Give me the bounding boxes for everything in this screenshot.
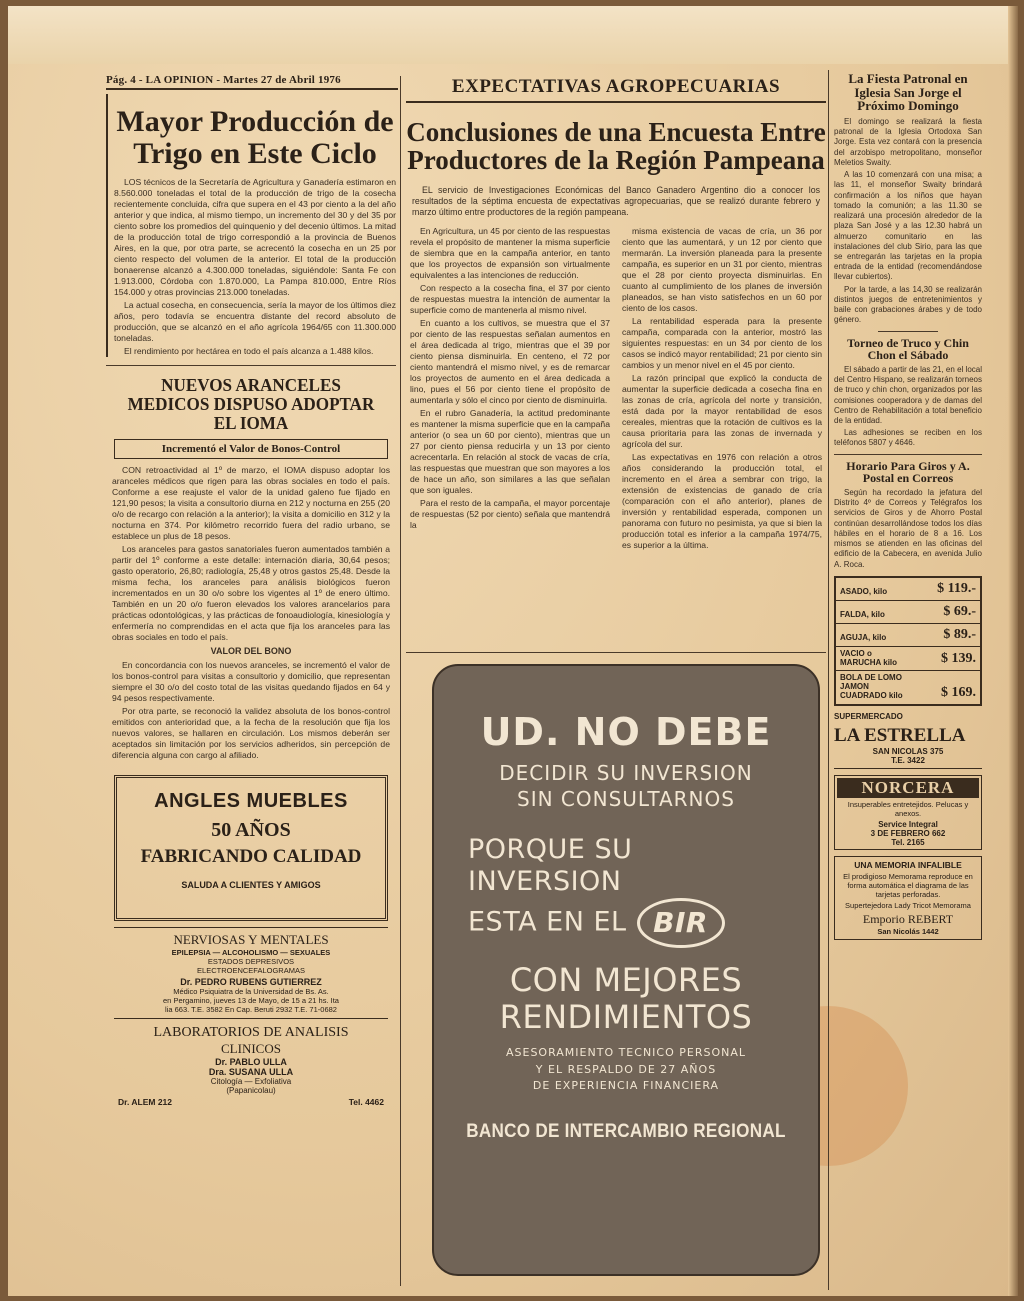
paragraph: La razón principal que explicó la conducta de aumentar la superficie dedicada a cosecha fina en las zonas de cría, agrícola del norte y transición, está dada por la mayor rentabilidad de esos cereales, mientras que la rotación de cultivos es la causa prioritaria para las zonas de invernada y agrícola del sur.	[622, 373, 822, 450]
paragraph: La actual cosecha, en consecuencia, sería la mayor de los últimos diez años, pero todavía se encuentra distante del record absoluto de producción, que se alcanzó en el año agrícola 1964/65 con 11.300.000 toneladas.	[114, 300, 396, 343]
ad-line: lia 663. T.E. 3582 En Cap. Beruti 2932 T.E. 71-0682	[165, 1005, 337, 1015]
paragraph: En Agricultura, un 45 por ciento de las respuestas revela el propósito de mantener la misma superficie de siembra que en la campaña anterior, en tanto que los proyectos de expansión son virtualmente equivalentes a las intenciones de reducción.	[410, 226, 610, 281]
paragraph: Las adhesiones se reciben en los teléfonos 5807 y 4646.	[834, 428, 982, 448]
page-folio: Pág. 4 - LA OPINION - Martes 27 de Abril 1976	[106, 74, 398, 90]
article-body	[106, 465, 396, 762]
ad-la-estrella	[834, 712, 982, 769]
price-list	[834, 576, 982, 706]
ad-line: Médico Psiquiatra de la Universidad de Bs. As.	[173, 987, 329, 997]
bir-logo: BIR	[637, 898, 725, 948]
ad-line: 50 AÑOS	[211, 819, 291, 842]
ad-banco-intercambio-regional	[432, 664, 820, 1276]
ad-address: San Nicolás 1442	[877, 926, 939, 936]
price-label: FALDA, kilo	[840, 609, 885, 619]
ad-title: CLINICOS	[221, 1041, 281, 1057]
paragraph: Para el resto de la campaña, el mayor porcentaje de respuestas (52 por ciento) señala que mantendrá la	[410, 498, 610, 531]
ad-line: ESTADOS DEPRESIVOS	[207, 957, 295, 967]
ad-line: Insuperables entretejidos. Pelucas y anexos.	[847, 799, 969, 818]
ad-phone: T.E. 3422	[891, 755, 925, 765]
divider	[406, 652, 826, 653]
article-truco	[834, 337, 982, 449]
price-value: $ 89.-	[943, 626, 976, 642]
paragraph: Por otra parte, se reconoció la validez absoluta de los bonos-control emitidos con anterioridad que, a la fecha de la resolución que fija los nuevos valores, se hallaren en circulación. Los mismos deberán ser aceptados sin limitación por los servicios adheridos, sin percepción de diferencia alguna con cargo al afiliado.	[112, 706, 390, 761]
ad-line: Y EL RESPALDO DE 27 AÑOS	[535, 1062, 717, 1076]
center-column	[406, 106, 826, 646]
page-top-margin	[8, 6, 1018, 64]
price-value: $ 119.-	[937, 580, 976, 596]
paragraph: EL servicio de Investigaciones Económicas del Banco Ganadero Argentino dio a conocer los resultados de la séptima encuesta de expectativas agropecuarias, que se realizó durante febrero y marzo último entre productores de la región pampeana.	[412, 184, 820, 218]
ad-laboratorios	[114, 1023, 388, 1109]
ad-address: SAN NICOLAS 375	[872, 746, 944, 756]
ad-phone: Tel. 4462	[348, 1097, 384, 1108]
article-body	[834, 488, 982, 570]
ad-angles-muebles	[114, 775, 388, 921]
paragraph: El sábado a partir de las 21, en el local del Centro Hispano, se realizarán torneos de truco y chin chon, organizados por las comisiones cooperadora y de damas del Centro de Rehabilitación a total beneficio de la entidad.	[834, 364, 982, 425]
ad-brand: NORCERA	[837, 778, 979, 798]
article-correos	[834, 460, 982, 570]
ad-norcera	[834, 775, 982, 850]
article-title: Mayor Producción de Trigo en Este Ciclo	[116, 105, 394, 170]
article-title: La Fiesta Patronal en Iglesia San Jorge el Próximo Domingo	[848, 71, 968, 114]
paragraph: CON retroactividad al 1º de marzo, el IOMA dispuso adoptar los aranceles médicos que rigen para las obras sociales en todo el país. Conforme a ese reajuste el valor de la unidad galeno fue fijado en 121,90 pesos; la visita a consultorio diurna en 212 y nocturna en 255 (20 o/o de recargo con relación a la anterior); la visita a domicilio en 312 y la nocturna en 374. Por kilómetro recorrido fuera del radio urbano, se establece un plus de 18 pesos.	[112, 464, 390, 541]
column-rule	[400, 76, 401, 1286]
article-title: NUEVOS ARANCELES MEDICOS DISPUSO ADOPTAR EL IOMA	[127, 375, 375, 433]
ad-line	[468, 898, 818, 948]
ad-line: (Papanicolau)	[226, 1086, 276, 1096]
price-value: $ 69.-	[943, 603, 976, 619]
price-label: BOLA DE LOMO JAMON CUADRADO kilo	[840, 673, 903, 700]
ad-line-group	[434, 834, 818, 948]
paragraph: Con respecto a la cosecha fina, el 37 por ciento de respuestas muestra la intención de aumentar la superficie como de mantenerla al mismo nivel.	[410, 283, 610, 316]
paragraph: En cuanto a los cultivos, se muestra que el 37 por ciento de las respuestas señalan aumentos en el área dedicada al trigo, mientras que el 39 por ciento piensa disminuirla. En centeno, el 72 por ciento mantendrá el mismo nivel, y es de remarcar los proyectos de aumento en el área dedicada a lino, pues el 56 por ciento tiene el propósito de aumentarla y sólo el cinco por ciento de disminuirla.	[410, 318, 610, 406]
divider	[106, 365, 396, 366]
ad-line: ELECTROENCEFALOGRAMAS	[197, 966, 305, 976]
divider	[878, 331, 938, 332]
article-columns	[406, 226, 826, 553]
ad-line: PORQUE SU	[468, 834, 633, 865]
ad-bank-name: BANCO DE INTERCAMBIO REGIONAL	[466, 1120, 786, 1142]
ad-contact-row	[116, 1097, 386, 1107]
right-column	[834, 70, 982, 1290]
price-label: AGUJA, kilo	[840, 632, 887, 642]
paragraph: Las expectativas en 1976 con relación a otros años considerando la producción total, el incremento en el área a sembrar con trigo, la extensión de existencias de ganado de cría (comparación con el año anterior), planes de inversión y rentabilidad esperada, componen un panorama con futuro no pesimista, ya que si bien la producción total es inferior a la campaña 1974/75, es superior a la última.	[622, 452, 822, 551]
ad-brand: Emporio REBERT	[862, 911, 954, 926]
article-body	[834, 117, 982, 326]
price-value: $ 169.	[941, 684, 976, 700]
paragraph: La rentabilidad esperada para la presente campaña, comparada con la anterior, mostró las siguientes respuestas: en un 34 por ciento de los casos se indicó mayor rentabilidad; 21 por ciento sin cambios y un menor nivel en el 45 por ciento.	[622, 316, 822, 371]
divider	[834, 454, 982, 455]
ad-title: LABORATORIOS DE ANALISIS	[153, 1025, 349, 1041]
ad-brand: LA ESTRELLA	[834, 724, 966, 746]
price-value: $ 139.	[941, 651, 976, 667]
ad-line: ASESORAMIENTO TECNICO PERSONAL	[505, 1046, 746, 1060]
page-edge	[1008, 6, 1018, 1296]
ad-line-group	[434, 1045, 818, 1095]
price-row	[836, 601, 980, 624]
article-ioma	[106, 374, 396, 761]
ad-line-group	[434, 962, 818, 1036]
ad-doctor: Dr. PABLO ULLA	[215, 1057, 287, 1068]
paragraph: LOS técnicos de la Secretaría de Agricultura y Ganadería estimaron en 8.560.000 toneladas el total de la producción de trigo de la cosecha recientemente concluida, cifra que supera en el 43 por ciento a la del año anterior y que indica, al mismo tiempo, un incremento del 30 y del 35 por ciento sobre los promedios del quinquenio y del decenio últimos. La mitad de la producción total de trigo correspondió a la provincia de Buenos Aires, en la que, por otra parte, se acrecentó la cosecha en un 25 por ciento respecto del volumen de la anterior. El total de la producción bonaerense alcanzó a 4.300.000 toneladas, siguiéndole: Santa Fe con 1.913.000, Córdoba con 1.870.000, La Pampa 810.000, Entre Ríos 154.000 y otras provincias 213.000 toneladas.	[114, 177, 396, 297]
section-header: EXPECTATIVAS AGROPECUARIAS	[406, 76, 826, 103]
ad-line: Citología — Exfoliativa	[210, 1077, 292, 1087]
ad-title: UNA MEMORIA INFALIBLE	[854, 859, 962, 870]
article-kicker: Incrementó el Valor de Bonos-Control	[114, 439, 388, 459]
ad-doctor: Dr. PEDRO RUBENS GUTIERREZ	[180, 977, 322, 988]
newspaper-page	[8, 6, 1018, 1296]
ad-line: DECIDIR SU INVERSION	[499, 761, 753, 785]
ad-line: SIN CONSULTARNOS	[517, 787, 735, 811]
article-title: Torneo de Truco y Chin Chon el Sábado	[847, 335, 969, 363]
ad-line: Supertejedora Lady Tricot Memorama	[845, 900, 971, 910]
ad-line: RENDIMIENTOS	[499, 997, 753, 1036]
ad-line: EPILEPSIA — ALCOHOLISMO — SEXUALES	[171, 948, 331, 958]
price-row	[836, 578, 980, 601]
article-title: Conclusiones de una Encuesta Entre Productores de la Región Pampeana	[406, 117, 826, 176]
paragraph: misma existencia de vacas de cría, un 36 por ciento que las aumentará, y un 12 por ciento que mermarán. La inversión planeada para la presente campaña, es superior en un 31 por ciento, mientras que el 28 por ciento proyecta disminuirlas. En cuanto al cumplimiento de los planes de inversión planeados, se han visto satisfechos en un 60 por ciento de los casos.	[622, 226, 822, 314]
ad-line: Service Integral	[878, 819, 938, 829]
paragraph: En el rubro Ganadería, la actitud predominante es mantener la misma superficie que en la campaña anterior (o sea un 60 por ciento), mientras que un 27 por ciento piensa reducirla y un 13 por ciento acrecentarla. En relación al stock de vacas de cría, las respuestas que muestran que son mayores a los de hace un año, son similares a las que señalan que son iguales.	[410, 408, 610, 496]
article-title: Horario Para Giros y A. Postal en Correos	[846, 458, 970, 486]
price-label: VACIO o MARUCHA kilo	[840, 648, 898, 667]
ad-line: FABRICANDO CALIDAD	[140, 846, 362, 868]
column-rule	[828, 70, 829, 1290]
price-label: ASADO, kilo	[840, 586, 888, 596]
price-row	[836, 624, 980, 647]
price-row	[836, 671, 980, 703]
paragraph: El rendimiento por hectárea en todo el país alcanza a 1.488 kilos.	[124, 346, 374, 356]
ad-line: CON MEJORES	[509, 960, 743, 999]
ad-title: NERVIOSAS Y MENTALES	[173, 932, 329, 948]
article-fiesta	[834, 70, 982, 326]
paragraph: Por la tarde, a las 14,30 se realizarán distintos juegos de entretenimientos y baile con grabaciones árabes y de todo género.	[834, 284, 982, 325]
article-subhead: VALOR DEL BONO	[210, 645, 292, 656]
paragraph: En concordancia con los nuevos aranceles, se incrementó el valor de los bonos-control para visitas a consultorio y domicilio, que representan siempre el 30 o/o del costo total de las visitas quedando fijados en 64 y 94 pesos respectivamente.	[112, 660, 390, 704]
article-col-2	[622, 226, 822, 553]
article-col-1	[410, 226, 610, 553]
ad-phone: Tel. 2165	[891, 837, 925, 847]
article-body	[834, 365, 982, 449]
ad-kicker: SUPERMERCADO	[834, 711, 903, 721]
ad-line	[434, 760, 818, 812]
ad-line: DE EXPERIENCIA FINANCIERA	[532, 1079, 720, 1093]
ad-address: Dr. ALEM 212	[118, 1097, 173, 1108]
ad-line: INVERSION	[468, 865, 622, 897]
ad-line: SALUDA A CLIENTES Y AMIGOS	[181, 880, 321, 891]
ad-line-text: ESTA EN EL	[468, 906, 627, 938]
ad-address: 3 DE FEBRERO 662	[870, 828, 946, 838]
ad-brand: ANGLES MUEBLES	[154, 790, 348, 813]
price-row	[836, 647, 980, 672]
article-body	[114, 177, 396, 357]
ad-line: en Pergamino, jueves 13 de Mayo, de 15 a 21 hs. Ita	[163, 996, 339, 1006]
ad-headline: UD. NO DEBE	[480, 710, 772, 754]
paragraph: Según ha recordado la jefatura del Distrito 4º de Correos y Telégrafos los servicios de Giros y de Ahorro Postal continúan desarrollándose todos los días hábiles en el horario de 8 a 16. Los mismos se atienden en las oficinas del edificio de la Cabecera, en avenida Julio A. Roca.	[834, 487, 982, 569]
ad-doctor: Dra. SUSANA ULLA	[208, 1067, 294, 1078]
left-column	[106, 94, 396, 1294]
paragraph: Los aranceles para gastos sanatoriales fueron aumentados también a partir del 1º conforme a este detalle: internación diaria, 30,64 pesos; gasto operatorio, 26,80; radiología, 25,48 y otros gastos 25,48. Desde la misma fecha, los aranceles para análisis biológicos fueron incrementados en un 30 o/o sobre los vigentes al 1º de enero último. También en un 20 o/o fueron elevados los valores arancelarios para prácticas odontológicas, y las prácticas de fonoaudiología, kinesiología y enfermería no comprendidas en el acta que fija los aranceles para las obras sociales en todo el país.	[112, 543, 390, 642]
ad-nerviosas	[114, 927, 388, 1019]
article-lead	[406, 185, 826, 227]
paragraph: A las 10 comenzará con una misa; a las 11, el monseñor Swaity brindará confirmación a los niños que hayan tomado la comunión; a las 11.30 se realizará una procesión alrededor de la plaza San José y a las 12.30 habrá un almuerzo comunitario en las instalaciones del club Sirio, para las que se entregarán las tarjetas en la propia entrada de la entidad (recomendándose llevar cubiertos).	[834, 170, 982, 282]
paragraph: El domingo se realizará la fiesta patronal de la Iglesia Ortodoxa San Jorge. Esta vez contará con la presencia del arzobispo metropolitano, monseñor Meletios Swaity.	[834, 116, 982, 167]
ad-line: El prodigioso Memorama reproduce en forma automática el diagrama de las tarjetas perforadas.	[843, 871, 973, 899]
article-wheat	[106, 94, 396, 357]
ad-memorama	[834, 856, 982, 940]
